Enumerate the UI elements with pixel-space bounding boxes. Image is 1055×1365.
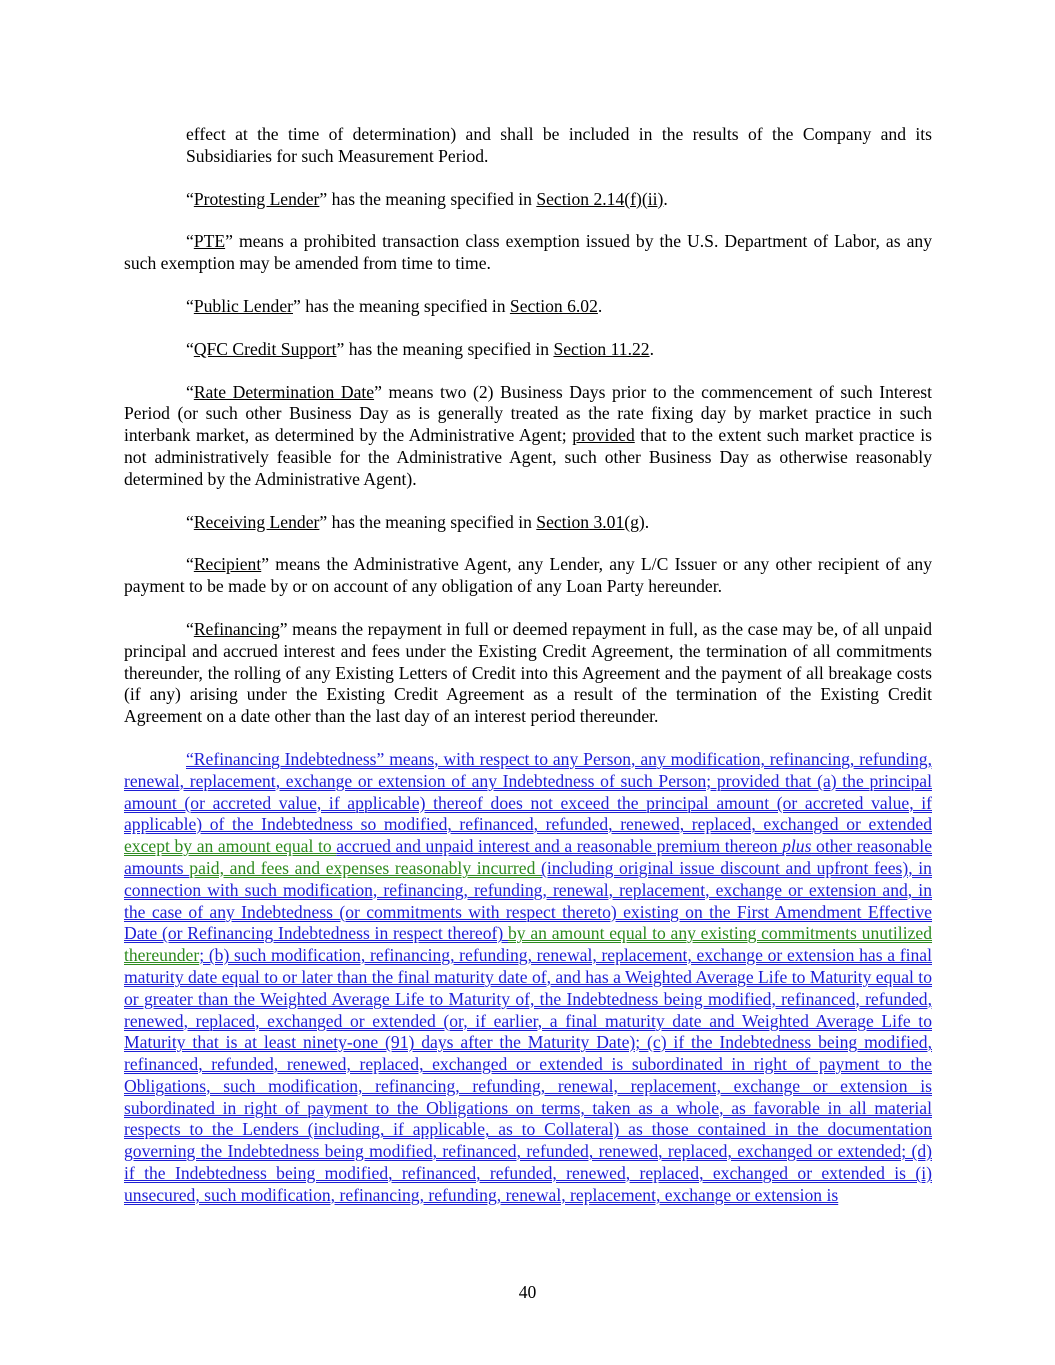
definition-text: that to the extent such market practice is not administratively feasible for the Administrative Agent, such other Business Day as otherwise reasonably determined by the Administrative Agent). [124,425,932,489]
definition-rate-determination-date [124,382,932,491]
inserted-text-green: except by an amount equal to [124,836,337,857]
open-quote: “ [186,618,194,639]
definition-public-lender [124,296,932,318]
definition-text: ” has the meaning specified in [293,295,510,316]
definition-refinancing [124,619,932,728]
open-quote: “ [186,381,194,402]
definition-refinancing-indebtedness [124,749,932,1207]
open-quote: “ [186,338,194,359]
section-reference: Section 2.14(f)(ii) [536,188,664,209]
section-reference: Section 11.22 [553,338,650,359]
inserted-text-green: paid, and fees and expenses reasonably incurred [189,857,542,878]
inserted-text-italic: plus [782,836,812,857]
period: . [649,338,654,359]
inserted-text: “Refinancing Indebtedness” means, with respect to any Person, any modification, refinancing, refunding, renewal, replacement, exchange or extension of any Indebtedness of such Person; provided that (a) the principal amount (or accreted value, if applicable) thereof does not exceed the principal amount (or accreted value, if applicable) of the Indebtedness so modified, refinanced, refunded, renewed, replaced, exchanged or extended [124,748,932,835]
defined-term: Recipient [193,554,262,575]
definition-text: ” means a prohibited transaction class exemption issued by the U.S. Department of Labor, as any such exemption may be amended from time to time. [124,231,932,274]
paragraph-text: effect at the time of determination) and shall be included in the results of the Company and its Subsidiaries for such Measurement Period. [186,124,932,166]
open-quote: “ [186,188,194,209]
defined-term: Receiving Lender [193,511,320,532]
period: . [663,188,668,209]
defined-term: QFC Credit Support [193,338,337,359]
inserted-text: other reasonable amounts [124,836,932,878]
paragraph-continuation [124,124,932,168]
definition-text: ” has the meaning specified in [336,338,554,359]
section-reference: Section 6.02 [509,295,598,316]
definition-receiving-lender [124,512,932,534]
definition-protesting-lender [124,189,932,211]
open-quote: “ [186,511,194,532]
open-quote: “ [186,554,194,575]
defined-term: Refinancing [193,618,280,639]
definition-text: ” means the repayment in full or deemed repayment in full, as the case may be, of all unpaid principal and accrued interest and fees under the Existing Credit Agreement, the termination of all commitments thereunder, the rolling of any Existing Letters of Credit into this Agreement and the payment of all breakage costs (if any) arising under the Existing Credit Agreement as a result of the termination of the Existing Credit Agreement on a date other than the last day of an interest period thereunder. [124,618,932,727]
inserted-text-green: by an amount equal to any existing commitments unutilized thereunder [124,923,933,966]
definition-text: ” means the Administrative Agent, any Lender, any L/C Issuer or any other recipient of any payment to be made by or on account of any obligation of any Loan Party hereunder. [124,554,932,597]
definition-qfc-credit-support [124,339,932,361]
defined-term: PTE [193,231,226,252]
period: . [644,511,650,532]
period: . [597,295,603,316]
section-reference: Section 3.01(g) [536,511,645,532]
definition-text: ” has the meaning specified in [319,511,537,532]
definition-text: ” means two (2) Business Days prior to the commencement of such Interest Period (or such other Business Day as is generally treated as the rate fixing day by market practice in such interbank market, as determined by the Administrative Agent; [124,381,932,446]
definition-recipient [124,554,932,598]
page-number: 40 [518,1282,537,1302]
definition-pte [124,231,932,275]
open-quote: “ [186,231,194,252]
defined-term: Public Lender [193,295,293,316]
defined-term: Protesting Lender [193,188,320,209]
inserted-text: accrued and unpaid interest and a reasonable premium thereon [336,836,783,857]
inserted-text: ; (b) such modification, refinancing, refunding, renewal, replacement, exchange or extension has a final maturity date equal to or later than the final maturity date of, and has a Weighted Average Life to Maturity equal to or greater than the Weighted Average Life to Maturity of, the Indebtedness being modified, refinanced, refunded, renewed, replaced, exchanged or extended (or, if earlier, a final maturity date and Weighted Average Life to Maturity that is at least ninety-one (91) days after the Maturity Date); (c) if the Indebtedness being modified, refinanced, refunded, renewed, replaced, exchanged or extended is subordinated in right of payment to the Obligations, such modification, refinancing, refunding, renewal, replacement, exchange or extension is subordinated in right of payment to the Obligations on terms, taken as a whole, as favorable in all material respects to the Lenders (including, if applicable, as to Collateral) as those contained in the documentation governing the Indebtedness being modified, refinanced, refunded, renewed, replaced, exchanged or extended; (d) if the Indebtedness being modified, refinanced, refunded, renewed, replaced, exchanged or extended is (i) unsecured, such modification, refinancing, refunding, renewal, replacement, exchange or extension is [124,945,932,1205]
proviso-term: provided [572,425,635,446]
document-page [124,124,932,1228]
open-quote: “ [186,295,194,316]
defined-term: Rate Determination Date [193,381,375,402]
definition-text: ” has the meaning specified in [319,188,537,209]
inserted-text: (including original issue discount and upfront fees), in connection with such modification, refinancing, refunding, renewal, replacement, exchange or extension and, in the case of any Indebtedness (or commitments with respect thereto) existing on the First Amendment Effective Date (or Refinancing Indebtedness in respect thereof) [124,857,932,944]
